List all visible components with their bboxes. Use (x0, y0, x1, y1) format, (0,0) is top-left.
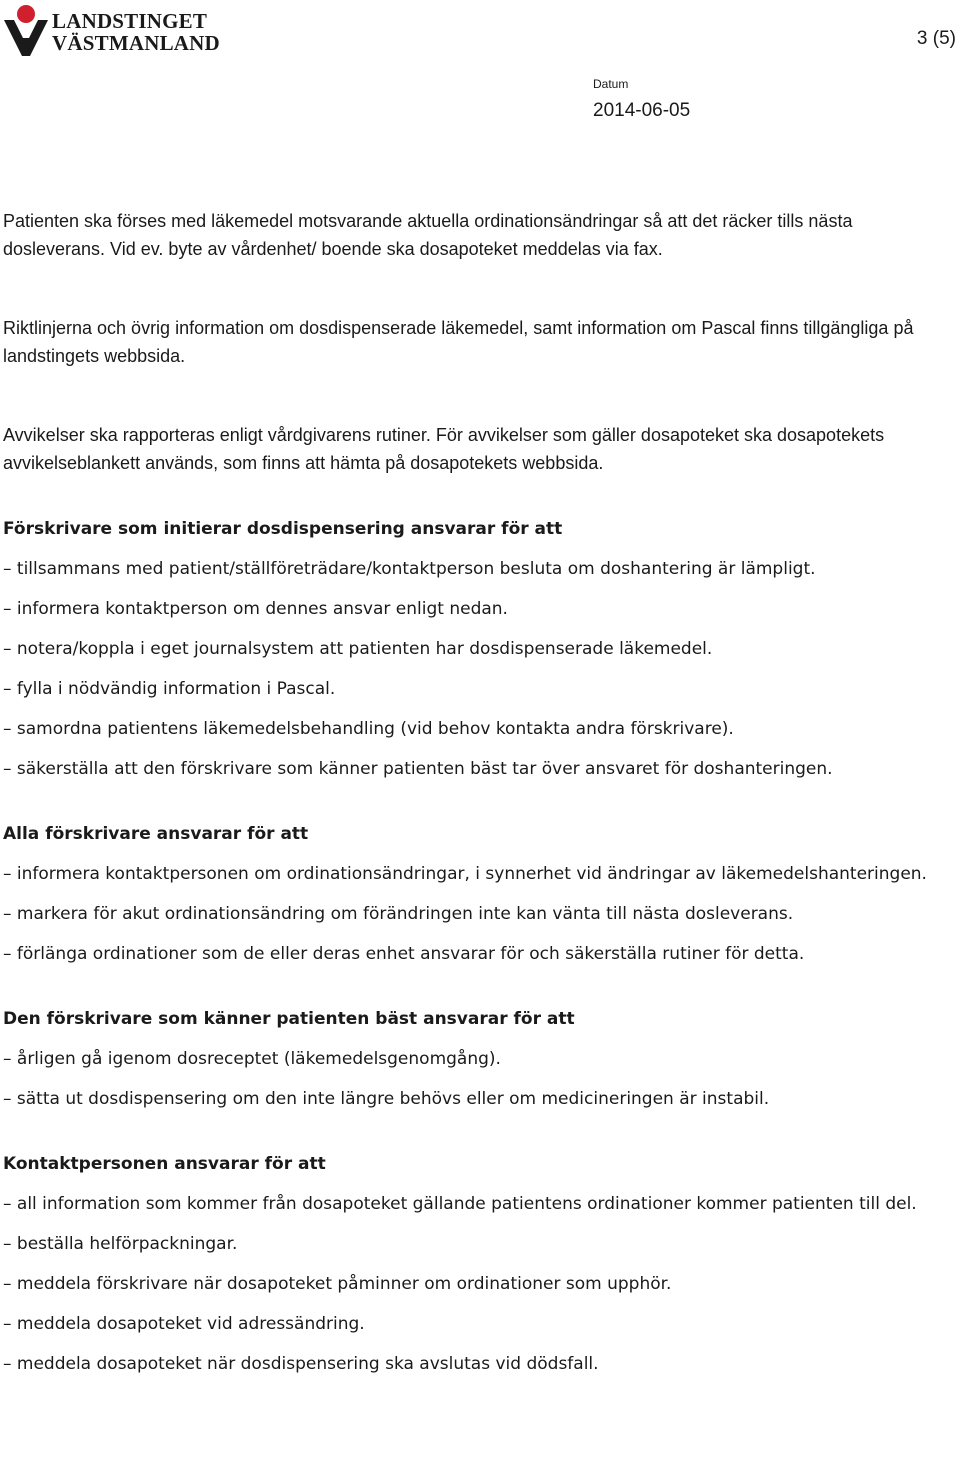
section-heading: Förskrivare som initierar dosdispensering ansvarar för att (3, 519, 563, 539)
list-item: – informera kontaktperson om dennes ansvar enligt nedan. (3, 599, 508, 619)
list-item: – tillsammans med patient/ställföreträdare/kontaktperson besluta om doshantering är lämpligt. (3, 559, 816, 579)
list-item: – sätta ut dosdispensering om den inte längre behövs eller om medicineringen är instabil. (3, 1089, 770, 1109)
date-value: 2014-06-05 (593, 100, 691, 121)
paragraph: Riktlinjerna och övrig information om dosdispenserade läkemedel, samt information om Pascal finns tillgängliga på landstingets webbsida. (3, 318, 914, 366)
list-item: – säkerställa att den förskrivare som känner patienten bäst tar över ansvaret för doshanteringen. (3, 759, 833, 779)
document-body (3, 207, 953, 1378)
list-item: – meddela dosapoteket vid adressändring. (3, 1314, 365, 1334)
list-item: – samordna patientens läkemedelsbehandling (vid behov kontakta andra förskrivare). (3, 719, 734, 739)
paragraph: Patienten ska förses med läkemedel motsvarande aktuella ordinationsändringar så att det räcker tills nästa dosleverans. Vid ev. byte av vårdenhet/ boende ska dosapoteket meddelas via fax. (3, 211, 853, 259)
logo-wordmark (52, 10, 220, 54)
list-item: – markera för akut ordinationsändring om förändringen inte kan vänta till nästa dosleverans. (3, 904, 794, 924)
list-item: – meddela förskrivare när dosapoteket påminner om ordinationer som upphör. (3, 1274, 672, 1294)
paragraph: Avvikelser ska rapporteras enligt vårdgivarens rutiner. För avvikelser som gäller dosapoteket ska dosapotekets avvikelseblankett används, som finns att hämta på dosapotekets webbsida. (3, 425, 885, 473)
section-kanner-patienten (3, 1005, 953, 1113)
logo-emblem-icon (2, 4, 58, 58)
list-item: – informera kontaktpersonen om ordinationsändringar, i synnerhet vid ändringar av läkemedelshanteringen. (3, 864, 927, 884)
section-initierar (3, 515, 953, 783)
list-item: – all information som kommer från dosapoteket gällande patientens ordinationer kommer patienten till del. (3, 1194, 917, 1214)
section-kontaktpersonen (3, 1150, 953, 1378)
list-item: – notera/koppla i eget journalsystem att patienten har dosdispenserade läkemedel. (3, 639, 713, 659)
section-alla-forskrivare (3, 820, 953, 968)
logo-line-2: VÄSTMANLAND (52, 31, 220, 55)
date-label: Datum (593, 77, 629, 91)
section-heading: Alla förskrivare ansvarar för att (3, 824, 309, 844)
list-item: – meddela dosapoteket när dosdispensering ska avslutas vid dödsfall. (3, 1354, 599, 1374)
page-number: 3 (5) (916, 28, 956, 49)
list-item: – förlänga ordinationer som de eller deras enhet ansvarar för och säkerställa rutiner för detta. (3, 944, 805, 964)
list-item: – beställa helförpackningar. (3, 1234, 238, 1254)
section-heading: Den förskrivare som känner patienten bäst ansvarar för att (3, 1009, 575, 1029)
list-item: – årligen gå igenom dosreceptet (läkemedelsgenomgång). (3, 1049, 501, 1069)
landstinget-logo (2, 4, 220, 58)
list-item: – fylla i nödvändig information i Pascal. (3, 679, 336, 699)
logo-line-1: LANDSTINGET (52, 9, 208, 33)
section-heading: Kontaktpersonen ansvarar för att (3, 1154, 326, 1174)
